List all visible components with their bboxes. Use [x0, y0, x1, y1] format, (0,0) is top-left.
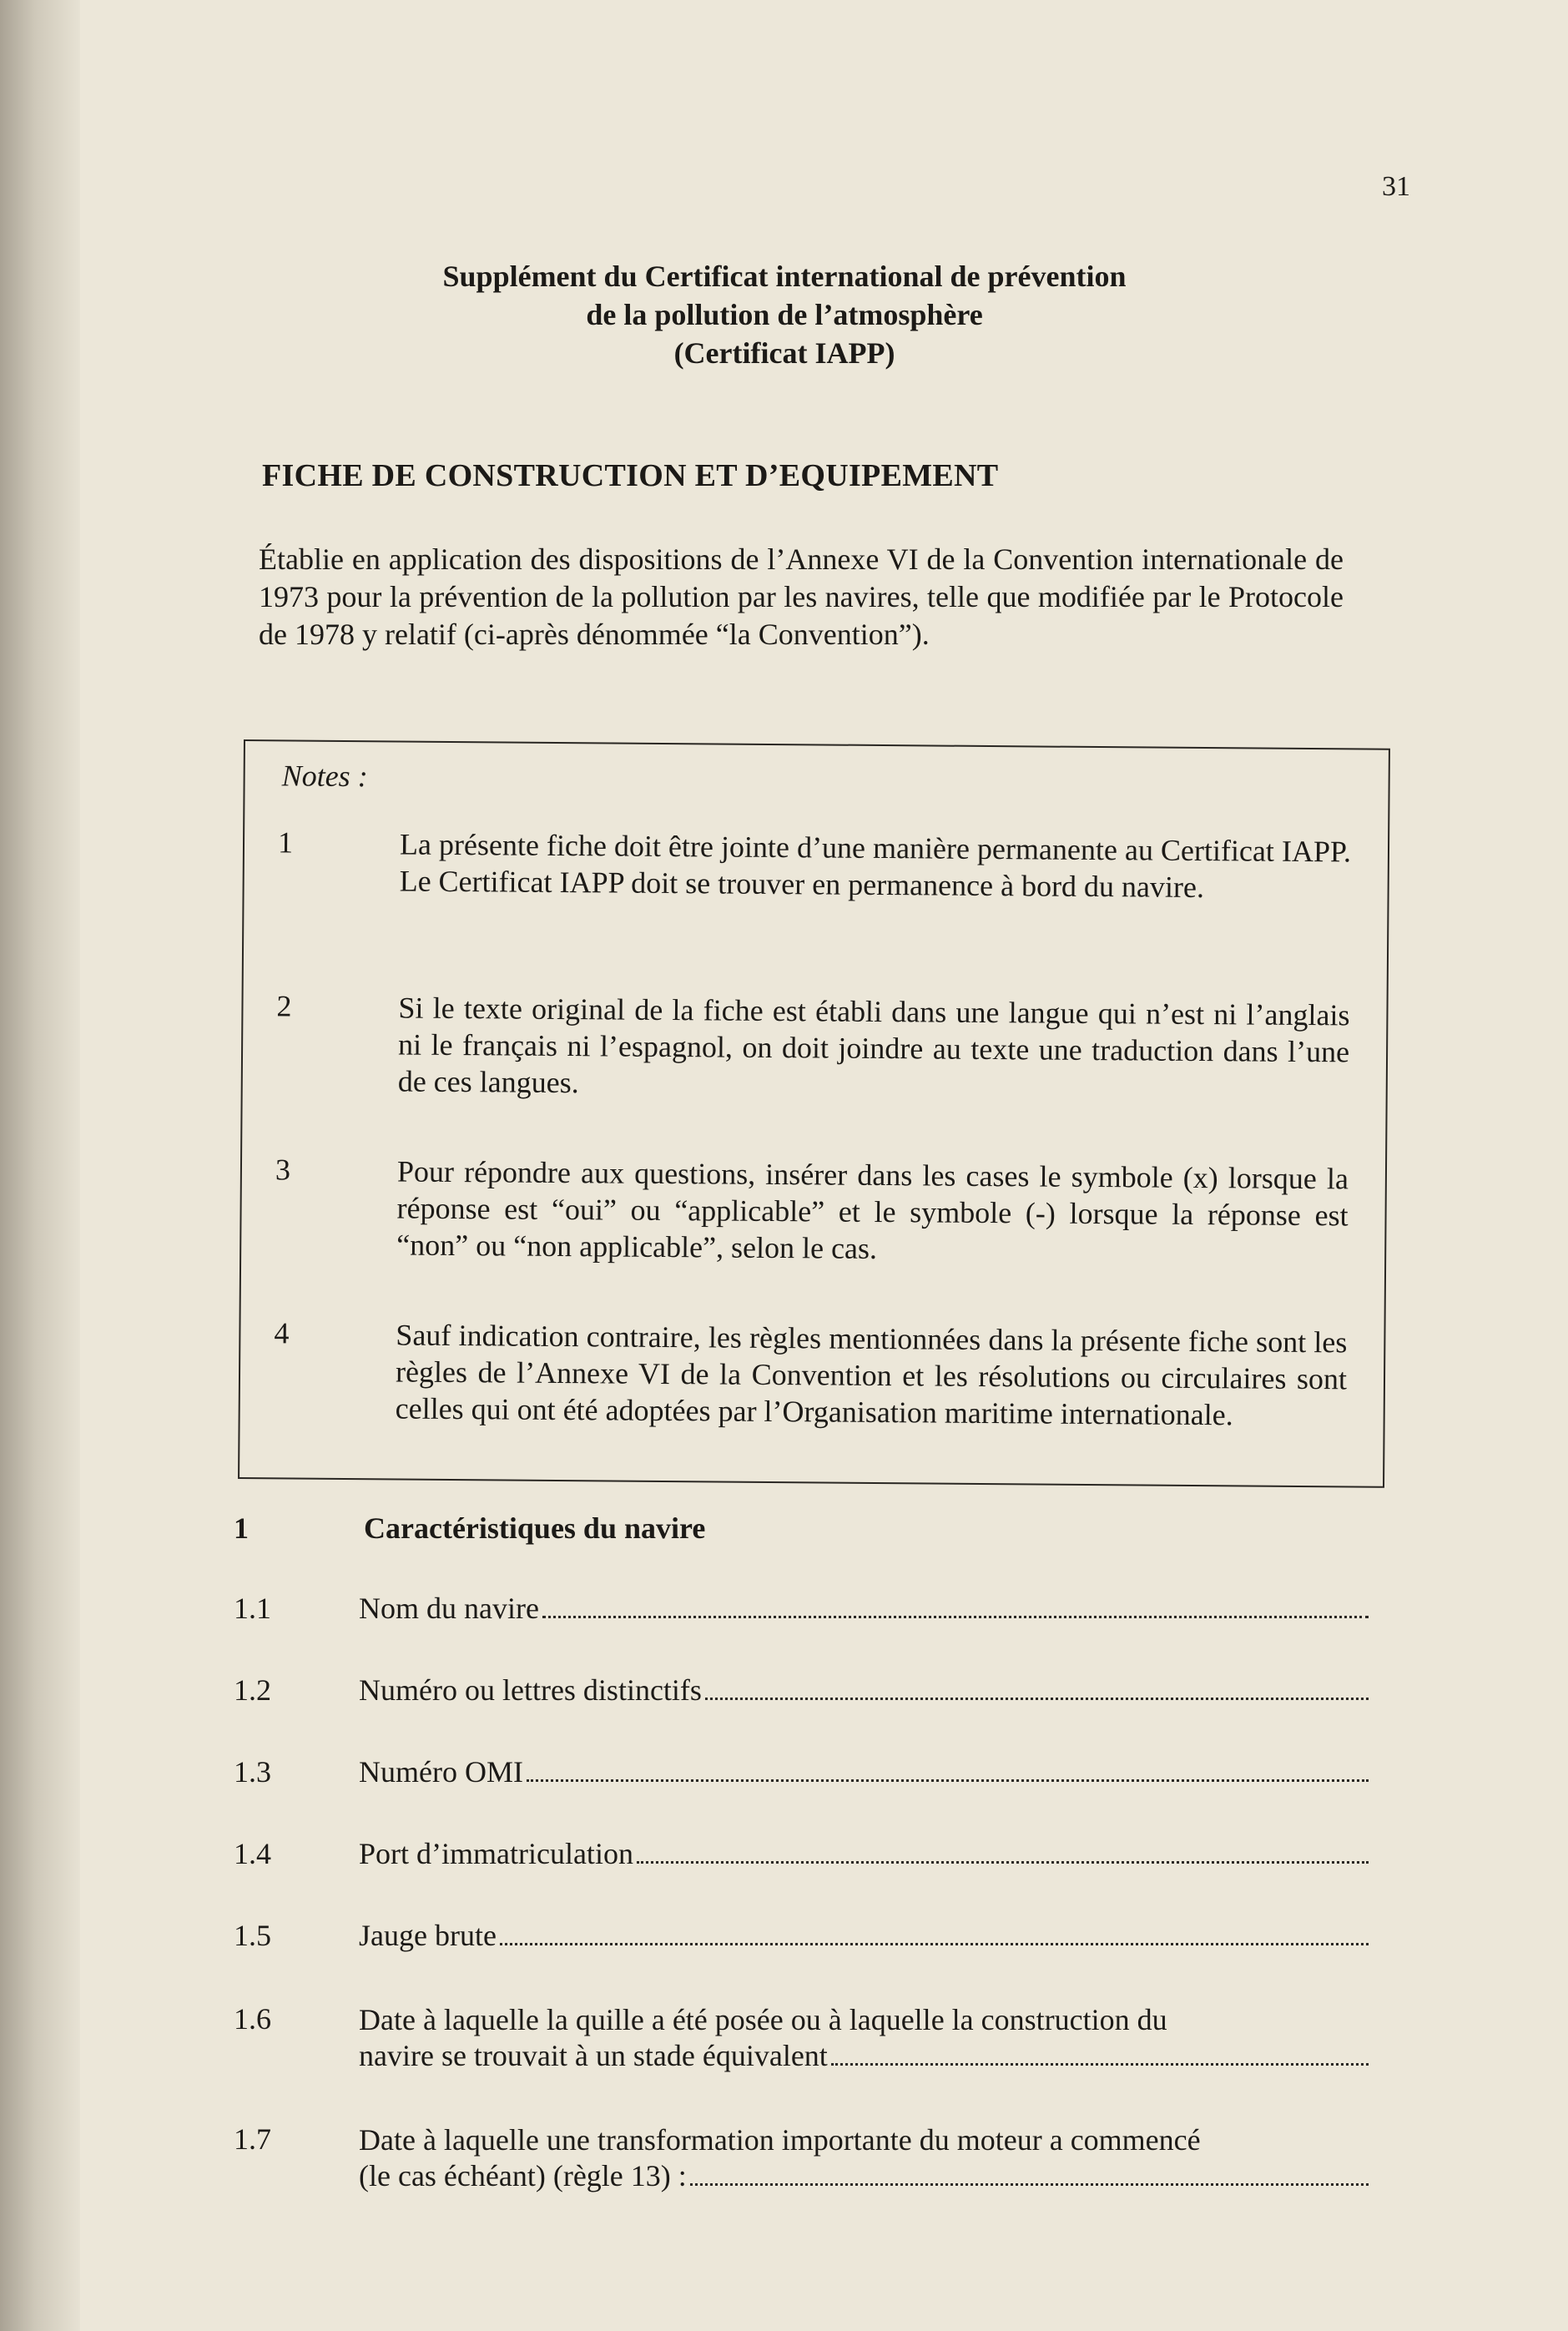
field-gross-tonnage	[234, 1918, 1402, 1960]
note-text: Pour répondre aux questions, insérer dans les cases le symbole (x) lorsque la réponse est “oui” ou “applicable” et le symbole (-) lorsque la réponse est “non” ou “non applicable”, selon le cas.	[396, 1154, 1349, 1265]
field-number: 1.3	[234, 1755, 271, 1789]
notes-box	[238, 739, 1390, 1488]
note-number: 3	[275, 1153, 291, 1187]
field-port-of-registry	[234, 1836, 1402, 1878]
note-item	[276, 988, 1362, 1100]
note-item	[274, 1315, 1359, 1432]
document-title	[267, 257, 1302, 372]
note-number: 1	[277, 825, 294, 860]
title-line-1: Supplément du Certificat international de prévention	[442, 260, 1127, 293]
field-number: 1.1	[234, 1592, 271, 1625]
intro-paragraph: Établie en application des dispositions de l’Annexe VI de la Convention internationale de 1973 pour la prévention de la pollution par les navires, telle que modifiée par le Protocole de 1978 y relatif (ci-après dénommée “la Convention”).	[259, 542, 1344, 651]
field-imo-number	[234, 1754, 1402, 1796]
fill-in-line[interactable]	[527, 1754, 1369, 1782]
note-item	[277, 825, 1363, 905]
fill-in-line[interactable]	[705, 1673, 1369, 1700]
note-text: La présente fiche doit être jointe d’une manière permanente au Certificat IAPP. Le Certificat IAPP doit se trouver en permanence à bord du navire.	[399, 827, 1352, 905]
page-number: 31	[1382, 171, 1410, 202]
field-label: Jauge brute	[359, 1919, 497, 1952]
note-text: Sauf indication contraire, les règles mentionnées dans la présente fiche sont les règles de l’Annexe VI de la Convention et les résolutions ou circulaires sont celles qui ont été adoptées par l’Organisation maritime internationale.	[395, 1318, 1348, 1432]
field-ship-name	[234, 1591, 1402, 1632]
field-label-line-2: navire se trouvait à un stade équivalent	[359, 2039, 828, 2072]
field-number: 1.6	[234, 2002, 271, 2036]
field-label: Numéro OMI	[359, 1755, 523, 1789]
fill-in-line[interactable]	[690, 2158, 1369, 2186]
fill-in-line[interactable]	[542, 1591, 1369, 1618]
field-number: 1.5	[234, 1919, 271, 1952]
note-number: 2	[276, 989, 292, 1023]
section-number: 1	[234, 1511, 249, 1545]
fill-in-line[interactable]	[500, 1918, 1369, 1945]
book-binding-shadow	[0, 0, 80, 2331]
section-heading: FICHE DE CONSTRUCTION ET D’EQUIPEMENT	[262, 458, 999, 493]
fill-in-line[interactable]	[831, 2038, 1369, 2066]
field-label-line-1: Date à laquelle une transformation importante du moteur a commencé	[359, 2123, 1201, 2157]
field-label-line-1: Date à laquelle la quille a été posée ou à laquelle la construction du	[359, 2003, 1167, 2036]
field-label: Nom du navire	[359, 1592, 539, 1625]
field-distinctive-number	[234, 1673, 1402, 1714]
field-number: 1.2	[234, 1673, 271, 1707]
section-title: Caractéristiques du navire	[364, 1511, 706, 1545]
field-label: Port d’immatriculation	[359, 1837, 633, 1870]
field-label-line-2: (le cas échéant) (règle 13) :	[359, 2159, 687, 2192]
title-line-3: (Certificat IAPP)	[673, 336, 895, 370]
notes-title: Notes :	[281, 759, 368, 794]
field-number: 1.7	[234, 2122, 271, 2156]
fill-in-line[interactable]	[637, 1836, 1369, 1864]
title-line-2: de la pollution de l’atmosphère	[586, 298, 983, 331]
note-number: 4	[274, 1316, 290, 1350]
field-label: Numéro ou lettres distinctifs	[359, 1673, 702, 1707]
note-item	[275, 1152, 1360, 1265]
field-number: 1.4	[234, 1837, 271, 1870]
note-text: Si le texte original de la fiche est établi dans une langue qui n’est ni l’anglais ni le français ni l’espagnol, on doit joindre au texte une traduction dans l’une de ces langues.	[397, 991, 1350, 1100]
